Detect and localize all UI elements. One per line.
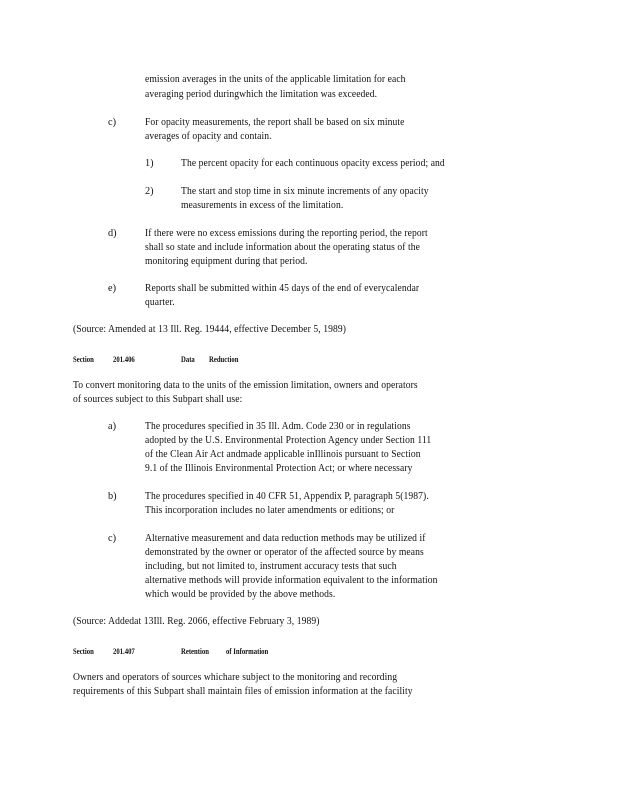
item-406a-line-3: of the Clean Air Act andmade applicable inIllinois pursuant to Section bbox=[145, 449, 421, 460]
section-407-intro-line-2: requirements of this Subpart shall maintain files of emission information at the facility bbox=[73, 686, 413, 697]
section-407-title-part-1: Retention bbox=[181, 646, 209, 656]
subitem-1-label: 1) bbox=[145, 158, 154, 169]
subitem-1-line-1: The percent opacity for each continuous opacity excess period; and bbox=[181, 158, 445, 169]
section-406-intro-line-1: To convert monitoring data to the units of the emission limitation, owners and operators bbox=[73, 380, 418, 391]
item-406a-label: a) bbox=[108, 421, 116, 432]
item-b-continued-line-1: emission averages in the units of the applicable limitation for each bbox=[145, 74, 406, 85]
item-e-line-2: quarter. bbox=[145, 297, 175, 308]
section-406-word: Section bbox=[73, 354, 94, 364]
item-e-line-1: Reports shall be submitted within 45 days of the end of everycalendar bbox=[145, 283, 420, 294]
section-406-title-part-1: Data bbox=[181, 354, 195, 364]
item-c-line-2: averages of opacity and contain. bbox=[145, 131, 272, 142]
item-406c-line-5: which would be provided by the above methods. bbox=[145, 589, 336, 600]
item-406c-line-2: demonstrated by the owner or operator of the affected source by means bbox=[145, 547, 424, 558]
item-406a-line-1: The procedures specified in 35 Ill. Adm. Code 230 or in regulations bbox=[145, 421, 411, 432]
section-406-intro-line-2: of sources subject to this Subpart shall use: bbox=[73, 394, 243, 405]
section-406-title-part-2: Reduction bbox=[209, 354, 239, 364]
item-e-label: e) bbox=[108, 283, 116, 294]
subitem-2-line-1: The start and stop time in six minute increments of any opacity bbox=[181, 186, 429, 197]
item-406c-label: c) bbox=[108, 533, 116, 544]
section-407-title-part-2: of Information bbox=[226, 646, 269, 656]
subitem-2-line-2: measurements in excess of the limitation. bbox=[181, 200, 344, 211]
item-406c-line-4: alternative methods will provide information equivalent to the information bbox=[145, 575, 438, 586]
section-407-intro-line-1: Owners and operators of sources whichare subject to the monitoring and recording bbox=[73, 672, 398, 683]
item-406b-label: b) bbox=[108, 491, 117, 502]
item-406b-line-1: The procedures specified in 40 CFR 51, Appendix P, paragraph 5(1987). bbox=[145, 491, 429, 502]
item-c-line-1: For opacity measurements, the report shall be based on six minute bbox=[145, 117, 405, 128]
item-406c-line-3: including, but not limited to, instrument accuracy tests that such bbox=[145, 561, 397, 572]
item-406a-line-4: 9.1 of the Illinois Environmental Protection Act; or where necessary bbox=[145, 463, 413, 474]
item-d-line-3: monitoring equipment during that period. bbox=[145, 256, 308, 267]
section-406-number: 201.406 bbox=[113, 354, 135, 364]
item-b-continued-line-2: averaging period duringwhich the limitation was exceeded. bbox=[145, 89, 378, 100]
source-note-amended: (Source: Amended at 13 Ill. Reg. 19444, effective December 5, 1989) bbox=[73, 324, 347, 335]
item-c-label: c) bbox=[108, 117, 116, 128]
section-407-word: Section bbox=[73, 646, 94, 656]
section-407-number: 201.407 bbox=[113, 646, 135, 656]
item-d-line-2: shall so state and include information about the operating status of the bbox=[145, 242, 421, 253]
subitem-2-label: 2) bbox=[145, 186, 154, 197]
item-406c-line-1: Alternative measurement and data reduction methods may be utilized if bbox=[145, 533, 426, 544]
item-d-label: d) bbox=[108, 228, 117, 239]
source-note-added: (Source: Addedat 13Ill. Reg. 2066, effective February 3, 1989) bbox=[73, 616, 320, 627]
item-406b-line-2: This incorporation includes no later amendments or editions; or bbox=[145, 505, 395, 516]
item-d-line-1: If there were no excess emissions during the reporting period, the report bbox=[145, 228, 428, 239]
item-406a-line-2: adopted by the U.S. Environmental Protection Agency under Section 111 bbox=[145, 435, 432, 446]
